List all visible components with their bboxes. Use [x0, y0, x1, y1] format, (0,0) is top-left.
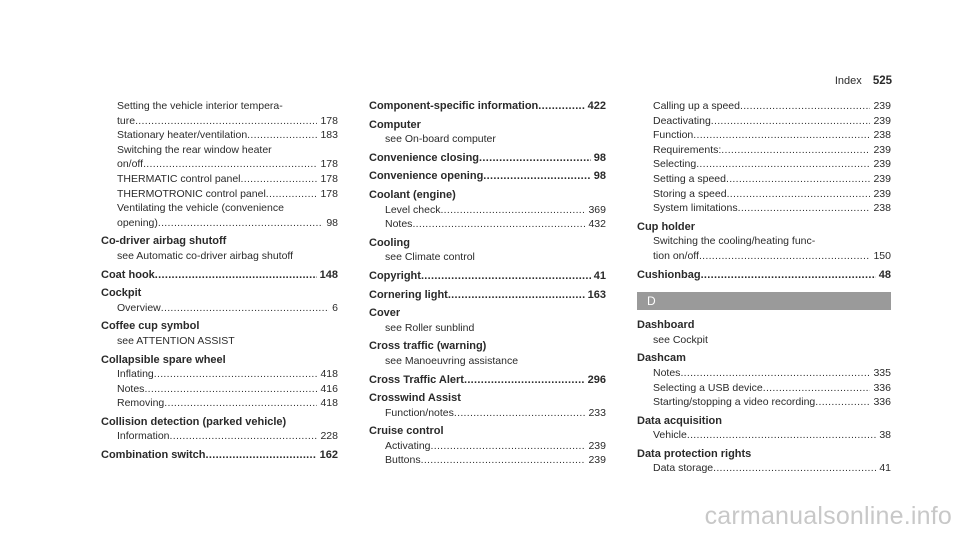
entry-text: see Automatic co-driver airbag shutoff: [117, 249, 294, 262]
entry-text: Crosswind Assist: [369, 392, 461, 405]
index-heading: [369, 99, 606, 114]
entry-text: see Climate control: [385, 251, 475, 264]
entry-text: Convenience closing: [369, 151, 480, 164]
leader-dots: [155, 268, 317, 283]
leader-dots: [479, 151, 591, 166]
entry-text: Coffee cup symbol: [101, 320, 200, 333]
leader-dots: [421, 453, 586, 468]
entry-text: Stationary heater/ventilation: [117, 129, 248, 142]
entry-text: Activating: [385, 439, 431, 452]
header-label: Index: [834, 75, 862, 87]
entry-text: Setting the vehicle interior tempera-: [117, 100, 283, 112]
leader-dots: [241, 172, 318, 187]
entry-page-number: 6: [332, 301, 338, 314]
entry-text: Cockpit: [101, 287, 142, 300]
entry-text: Dashcam: [637, 352, 686, 365]
entry-page-number: 336: [873, 396, 891, 409]
entry-page-number: 416: [320, 382, 338, 395]
leader-dots: [701, 268, 876, 283]
index-subentry: [637, 157, 891, 172]
entry-text: System limitations: [653, 202, 738, 215]
entry-text: Computer: [369, 118, 421, 131]
leader-dots: [763, 381, 871, 396]
index-subentry: [637, 128, 891, 143]
index-heading: [637, 414, 891, 429]
entry-text: Data protection rights: [637, 447, 752, 460]
leader-dots: [711, 114, 871, 129]
entry-text: Convenience opening: [369, 170, 484, 183]
section-letter-bar: D: [637, 292, 891, 310]
index-subentry: [637, 249, 891, 264]
entry-page-number: 239: [873, 187, 891, 200]
entry-page-number: 178: [320, 187, 338, 200]
leader-dots: [431, 439, 586, 454]
index-heading: [369, 269, 606, 284]
leader-dots: [206, 448, 317, 463]
entry-page-number: 239: [873, 172, 891, 185]
index-heading: [637, 351, 891, 366]
entry-text: THERMOTRONIC control panel: [117, 187, 266, 200]
leader-dots: [696, 157, 870, 172]
index-subentry: [101, 99, 338, 114]
index-subentry: [369, 132, 606, 147]
entry-text: Cruise control: [369, 425, 444, 438]
leader-dots: [144, 382, 317, 397]
entry-text: Data storage: [653, 462, 714, 475]
entry-text: Coat hook: [101, 268, 155, 281]
index-column-3-c-section: [637, 99, 891, 282]
entry-page-number: 418: [320, 368, 338, 381]
entry-page-number: 239: [873, 100, 891, 112]
index-heading: [101, 448, 338, 463]
index-heading: [369, 339, 606, 354]
entry-page-number: 228: [320, 430, 338, 443]
entry-page-number: 98: [593, 170, 606, 183]
entry-page-number: 239: [873, 143, 891, 156]
entry-text: Overview: [117, 301, 161, 314]
index-subentry: [369, 217, 606, 232]
index-subentry: [637, 428, 891, 443]
entry-text: Function/notes: [385, 406, 454, 419]
index-column-3: [637, 99, 891, 476]
leader-dots: [713, 461, 876, 476]
leader-dots: [412, 217, 585, 232]
index-heading: [369, 118, 606, 133]
index-heading: [369, 169, 606, 184]
entry-page-number: 98: [593, 151, 606, 164]
entry-text: THERMATIC control panel: [117, 172, 241, 185]
index-heading: [369, 288, 606, 303]
entry-page-number: 239: [873, 114, 891, 127]
entry-page-number: 239: [588, 439, 606, 452]
entry-page-number: 98: [326, 216, 338, 229]
entry-page-number: 238: [873, 202, 891, 215]
index-subentry: [101, 157, 338, 172]
leader-dots: [740, 99, 870, 114]
index-column-1: [101, 99, 338, 463]
index-subentry: [101, 429, 338, 444]
entry-text: Collapsible spare wheel: [101, 353, 226, 366]
index-heading: [637, 220, 891, 235]
entry-page-number: 150: [873, 249, 891, 262]
index-heading: [369, 373, 606, 388]
entry-text: see ATTENTION ASSIST: [117, 334, 235, 347]
index-subentry: [101, 396, 338, 411]
index-heading: [369, 188, 606, 203]
entry-text: Selecting: [653, 158, 697, 171]
index-column-3-d-section: [637, 318, 891, 476]
leader-dots: [721, 143, 870, 158]
index-column-2: [369, 99, 606, 468]
entry-text: Cup holder: [637, 220, 696, 233]
leader-dots: [421, 269, 591, 284]
index-heading: [101, 268, 338, 283]
index-heading: [101, 319, 338, 334]
entry-page-number: 38: [879, 429, 891, 442]
entry-text: Cooling: [369, 236, 410, 249]
index-heading: [101, 353, 338, 368]
entry-page-number: 48: [878, 268, 891, 281]
entry-text: Cross traffic (warning): [369, 340, 487, 353]
leader-dots: [266, 187, 318, 202]
index-subentry: [637, 187, 891, 202]
index-subentry: [369, 439, 606, 454]
entry-text: Data acquisition: [637, 414, 722, 427]
entry-page-number: 41: [593, 269, 606, 282]
entry-page-number: 183: [320, 129, 338, 142]
index-subentry: [637, 114, 891, 129]
index-subentry: [101, 216, 338, 231]
entry-page-number: 148: [319, 268, 338, 281]
index-subentry: [101, 114, 338, 129]
index-heading: [369, 151, 606, 166]
index-subentry: [637, 333, 891, 348]
entry-text: Cushionbag: [637, 268, 701, 281]
entry-page-number: 41: [879, 462, 891, 475]
leader-dots: [143, 157, 317, 172]
index-subentry: [101, 382, 338, 397]
leader-dots: [154, 367, 318, 382]
entry-page-number: 178: [320, 158, 338, 171]
entry-page-number: 239: [873, 158, 891, 171]
leader-dots: [699, 249, 871, 264]
entry-page-number: 369: [588, 203, 606, 216]
leader-dots: [247, 128, 317, 143]
index-subentry: [637, 172, 891, 187]
index-subentry: [637, 381, 891, 396]
entry-text: Function: [653, 129, 694, 142]
entry-text: Setting a speed: [653, 172, 726, 185]
leader-dots: [727, 187, 871, 202]
index-heading: [101, 415, 338, 430]
leader-dots: [483, 169, 590, 184]
index-subentry: [637, 201, 891, 216]
leader-dots: [726, 172, 870, 187]
index-subentry: [101, 128, 338, 143]
index-subentry: [369, 203, 606, 218]
index-subentry: [369, 250, 606, 265]
leader-dots: [464, 373, 585, 388]
entry-text: Cornering light: [369, 288, 448, 301]
leader-dots: [164, 396, 317, 411]
index-subentry: [101, 301, 338, 316]
index-subentry: [369, 354, 606, 369]
entry-page-number: 336: [873, 381, 891, 394]
entry-text: Information: [117, 430, 170, 443]
index-heading: [101, 234, 338, 249]
entry-text: Vehicle: [653, 429, 687, 442]
entry-text: opening): [117, 216, 158, 229]
index-heading: [369, 424, 606, 439]
index-heading: [369, 306, 606, 321]
leader-dots: [158, 216, 323, 231]
leader-dots: [738, 201, 871, 216]
entry-text: Ventilating the vehicle (convenience: [117, 202, 284, 215]
entry-text: Switching the rear window heater: [117, 143, 272, 156]
watermark-text: carmanualsonline.info: [704, 502, 952, 530]
index-heading: [637, 318, 891, 333]
entry-text: Cover: [369, 307, 401, 320]
entry-page-number: 296: [587, 373, 606, 386]
entry-page-number: 335: [873, 366, 891, 379]
entry-text: Notes: [385, 218, 413, 231]
entry-page-number: 432: [588, 218, 606, 231]
index-subentry: [101, 367, 338, 382]
index-subentry: [369, 453, 606, 468]
index-subentry: [101, 334, 338, 349]
index-subentry: [637, 366, 891, 381]
index-subentry: [101, 201, 338, 216]
leader-dots: [693, 128, 870, 143]
entry-text: on/off: [117, 158, 144, 171]
entry-text: Cross Traffic Alert: [369, 373, 464, 386]
entry-page-number: 422: [587, 100, 606, 112]
entry-text: Component-specific information: [369, 100, 539, 112]
index-heading: [369, 391, 606, 406]
page-header: [835, 75, 892, 87]
index-subentry: [101, 187, 338, 202]
index-subentry: [101, 143, 338, 158]
entry-text: Collision detection (parked vehicle): [101, 415, 287, 428]
entry-text: Buttons: [385, 454, 421, 467]
entry-text: Storing a speed: [653, 187, 727, 200]
index-heading: [637, 268, 891, 283]
entry-text: Level check: [385, 203, 441, 216]
index-subentry: [637, 143, 891, 158]
leader-dots: [680, 366, 870, 381]
entry-text: Co-driver airbag shutoff: [101, 235, 227, 248]
leader-dots: [538, 99, 584, 114]
entry-page-number: 162: [319, 449, 338, 462]
index-subentry: [101, 249, 338, 264]
entry-text: Coolant (engine): [369, 188, 456, 201]
leader-dots: [815, 395, 870, 410]
entry-text: see On-board computer: [385, 133, 496, 146]
entry-text: ture: [117, 114, 136, 127]
entry-page-number: 418: [320, 397, 338, 410]
entry-page-number: 178: [320, 114, 338, 127]
entry-text: Requirements:: [653, 143, 722, 156]
entry-text: Dashboard: [637, 319, 695, 332]
entry-page-number: 238: [873, 129, 891, 142]
index-subentry: [369, 321, 606, 336]
entry-text: tion on/off: [653, 249, 699, 262]
index-subentry: [637, 395, 891, 410]
entry-text: Deactivating: [653, 114, 711, 127]
leader-dots: [687, 428, 876, 443]
leader-dots: [170, 429, 318, 444]
index-subentry: [637, 234, 891, 249]
leader-dots: [448, 288, 585, 303]
leader-dots: [161, 301, 329, 316]
index-subentry: [101, 172, 338, 187]
index-subentry: [637, 461, 891, 476]
index-subentry: [369, 406, 606, 421]
entry-text: Starting/stopping a video recording: [653, 396, 816, 409]
entry-page-number: 178: [320, 172, 338, 185]
index-heading: [637, 447, 891, 462]
leader-dots: [135, 114, 317, 129]
entry-text: Notes: [653, 366, 681, 379]
entry-text: Copyright: [369, 269, 421, 282]
page-number: 525: [872, 75, 892, 87]
entry-text: Calling up a speed: [653, 100, 740, 112]
entry-page-number: 239: [588, 454, 606, 467]
entry-text: see Roller sunblind: [385, 321, 475, 334]
index-heading: [369, 236, 606, 251]
entry-text: Notes: [117, 382, 145, 395]
entry-page-number: 163: [587, 288, 606, 301]
entry-text: see Manoeuvring assistance: [385, 354, 519, 367]
index-subentry: [637, 99, 891, 114]
index-heading: [101, 286, 338, 301]
entry-text: Combination switch: [101, 449, 206, 462]
entry-text: Inflating: [117, 368, 154, 381]
entry-text: Selecting a USB device: [653, 381, 763, 394]
leader-dots: [454, 406, 586, 421]
entry-text: Removing: [117, 397, 165, 410]
entry-text: Switching the cooling/heating func-: [653, 235, 816, 248]
leader-dots: [440, 203, 585, 218]
entry-text: see Cockpit: [653, 333, 708, 346]
entry-page-number: 233: [588, 406, 606, 419]
